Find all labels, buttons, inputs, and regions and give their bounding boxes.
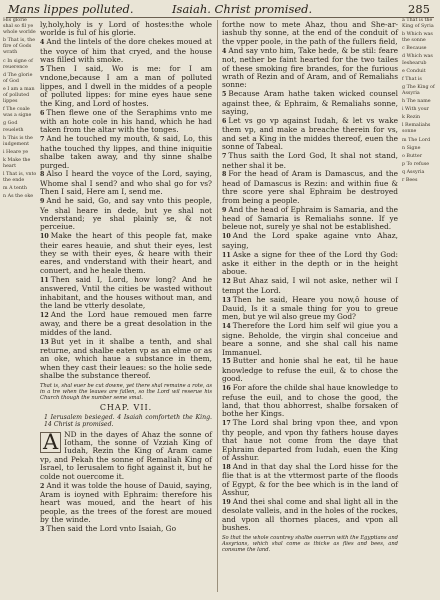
verse <box>40 38 212 64</box>
verse-number: 5 <box>40 66 45 74</box>
verse-number: 11 <box>40 276 49 284</box>
page-number: 285 <box>408 2 430 16</box>
verse-text: Then said I, Lord, how long? And he answered, Vntil the cities be wasted without inhabitant, and the houses without man, and the land be vtterly desolate, <box>40 274 212 310</box>
chapter-summary: 1 Ierusalem besieged. 4 Isaiah comforteth the King. 14 Christ is promised. <box>44 413 212 428</box>
verse-number: 11 <box>222 251 231 259</box>
verse-text: And he touched my mouth, & said, Lo, this hathe touched thy lippes, and thine iniquitie shalbe taken away, and thy sinne shalbe purged. <box>40 134 212 170</box>
verse-number: 9 <box>222 206 227 214</box>
verse <box>40 65 212 108</box>
margin-note: f That is <box>402 76 422 82</box>
margin-note: i With your <box>402 107 429 113</box>
verse-number: 10 <box>40 233 49 241</box>
left-footnote: That is, shal euer be cut downe, yet there shal remaine a rote, as in a tre when the leaues are fallen, so the Lord wil reserue his Church though the number seme smal. <box>40 382 212 402</box>
verse-text: Aske a signe for thee of the Lord thy God: aske it either in the depth or in the height aboue. <box>222 249 398 277</box>
verse-text: Then said the Lord vnto Isaiah, Go <box>46 524 177 534</box>
verse-text: Because Aram hathe taken wicked counsel against thee, & Ephraim, & Remaliahs sonne, saying, <box>222 89 398 117</box>
verse <box>40 482 212 525</box>
verse-number: 8 <box>40 171 45 179</box>
header-left-title: Mans lippes polluted. <box>8 2 134 16</box>
verse-text: Let vs go vp against Iudah, & let vs wake them vp, and make a breache therein for vs, and set a King in the middes thereof, euen the sonne of Tabeal. <box>222 115 398 152</box>
margin-note: b That is, the fire of Gods wrath <box>3 38 36 56</box>
verse-text: For afore the childe shal haue knowledge to refuse the euil, and to chose the good, the land, that thou abhorrest, shalbe forsaken of bothe her Kings. <box>222 383 398 419</box>
verse <box>222 170 398 205</box>
verse <box>40 21 212 38</box>
verse-number: 18 <box>222 463 231 471</box>
verse-number: 6 <box>222 117 227 125</box>
verse-number: 7 <box>40 136 45 144</box>
verse-text: For the head of Aram is Damascus, and the head of Damascus is Rezin: and within fiue & thre score yere shal Ephraim be destroyed from being a people. <box>222 169 398 205</box>
margin-note: l Remaliahs sonne <box>402 123 431 135</box>
verse-text: Thus saith the Lord God, It shal not stand, nether shal it be. <box>222 151 398 170</box>
verse-number: 7 <box>222 153 227 161</box>
column-divider <box>217 20 218 592</box>
verse <box>222 277 398 295</box>
verse <box>222 47 398 90</box>
verse-text: And the Lord haue remoued men farre away, and there be a great desolation in the middes of the land. <box>40 309 212 337</box>
verse-text: forthe now to mete Ahaz, thou and She-ar-iashub thy sonne, at the end of the conduit of the vpper poole, in the path of the fullers field, <box>222 20 398 46</box>
verse-text: And it was tolde the house of Dauid, saying, Aram is ioyned with Ephraim: therefore his heart was moued, and the heart of his people, as the trees of the forest are moued by the winde. <box>40 480 212 525</box>
verse-text: ND in the dayes of Ahaz the sonne of Iotham, the sonne of Vzziah King of Iudah, Rezin the King of Aram came vp, and Pekah the sonne of Remaliah King of Israel, to Ierusalem to fight against it, but he colde not ouercome it. <box>40 429 212 481</box>
verse-text: Then I said, Wo is me: for I am vndone,because I am a man of polluted lippes, and I dwell in the middes of a people of polluted lippes: for mine eyes haue sene the King, and Lord of hostes. <box>40 64 212 108</box>
verse <box>222 206 398 232</box>
verse-number: 12 <box>40 311 49 319</box>
verse <box>40 135 212 170</box>
verse <box>222 498 398 533</box>
verse-number: 12 <box>222 278 231 286</box>
verse <box>222 90 398 116</box>
margin-note: i Heare ye <box>3 149 29 155</box>
margin-note: h The name <box>402 99 431 105</box>
verse-text: But Ahaz said, I wil not aske, nether wil I tempt the Lord. <box>222 276 398 295</box>
margin-note: f The coale was a signe <box>3 107 32 119</box>
right-column-verses <box>222 21 398 533</box>
verse-text: But yet in it shalbe a tenth, and shal returne, and shalbe eaten vp as an elme or as an oke, which haue a substance in them, when they cast their leaues: so the holie sede shalbe the substance thereof. <box>40 336 212 381</box>
margin-note: d Which was Ieshearub <box>402 54 433 66</box>
verse-number: 3 <box>40 526 45 534</box>
verse <box>40 109 212 135</box>
verse-number: 5 <box>222 91 227 99</box>
verse-number: 19 <box>222 498 231 506</box>
verse <box>222 232 398 250</box>
verse-text: And say vnto him, Take hede, & be stil: feare not, nether be faint hearted for the two tailes of these smoking fire brandes, for the furious wrath of Rezin and of Aram, and of Remaliahs sonne: <box>222 45 398 90</box>
verse <box>40 197 212 232</box>
margin-note: k Make the heart <box>3 157 31 169</box>
chapter-start <box>40 431 212 535</box>
margin-note: c Because <box>402 46 427 52</box>
margin-note: p To refuse <box>402 161 430 167</box>
chapter-title: CHAP. VII. <box>99 403 153 413</box>
verse-number: 17 <box>222 420 231 428</box>
verse <box>222 296 398 322</box>
verse <box>40 170 212 196</box>
verse-number: 14 <box>222 323 231 331</box>
margin-note: g The King of Assyria <box>402 84 435 96</box>
margin-note: h This is the iudgement <box>3 135 33 147</box>
verse-text: Then flewe one of the Seraphims vnto me with an hote cole in his hand, which he had taken from the altar with the tonges. <box>40 107 212 135</box>
verse-text: And the head of Ephraim is Samaria, and the head of Samaria is Remaliahs sonne. If ye beleue not, surely ye shal not be established. <box>222 204 398 232</box>
verse-text: The Lord shal bring vpon thee, and vpon thy people, and vpon thy fathers house dayes that haue not come from the daye that Ephraim departed from Iudah, euen the King of Asshur. <box>222 418 398 462</box>
margin-note: e Conduit <box>402 68 426 74</box>
margin-note: o Butter <box>402 153 423 159</box>
margin-note: a That is the King of Syria <box>402 18 434 30</box>
margin-note: m A tenth <box>3 186 27 192</box>
verse <box>40 232 212 275</box>
verse-number: 2 <box>40 482 45 490</box>
verse-text: And the Lord spake againe vnto Ahaz, saying, <box>222 231 398 250</box>
verse-number: 13 <box>222 296 231 304</box>
verse-number: 4 <box>222 47 227 55</box>
margin-note: q Assyria <box>402 169 425 175</box>
margin-note: d The glorie of God <box>3 72 33 84</box>
margin-note: m The Lord <box>402 137 431 143</box>
chapter-verses <box>40 431 212 535</box>
drop-cap: A <box>40 432 61 453</box>
verse-number: 8 <box>222 171 227 179</box>
right-footnote: So that the whole countrey shalbe ouerrun with the Egyptians and Assyrians, which shal come as thicke as flies and bees, and consume the land. <box>222 534 398 553</box>
verse-text: Also I heard the voyce of the Lord, saying, Whome shal I send? and who shal go for vs? Then I said, Here am I, send me. <box>40 169 212 197</box>
verse-text: ly,holy,holy is y Lord of hostes:the whole worlde is ful of his glorie. <box>40 20 212 38</box>
margin-note: n As the oke <box>3 194 34 200</box>
verse-text: And thei shal come and shal light all in the desolate valleis, and in the holes of the rockes, and vpon all thornes places, and vpon all bushes. <box>222 496 398 533</box>
verse-number: 6 <box>40 109 45 117</box>
verse-text: Therefore the Lord him self wil giue you a signe. Beholde, the virgin shal conceiue and beare a sonne, and she shal call his name Immanuel. <box>222 321 398 357</box>
verse <box>40 525 212 534</box>
verse-text: Butter and honie shal he eat, til he haue knowledge to refuse the euil, & to chose the good. <box>222 356 398 384</box>
margin-note: k Rezin <box>402 115 421 121</box>
verse <box>222 384 398 419</box>
verse-text: And the lintels of the dore chekes moued at the voyce of him that cryed, and the house was filled with smoke. <box>40 37 212 65</box>
verse-text: And in that day shal the Lord hisse for the flie that is at the vttermost parte of the floods of Egypt, & for the bee which is in the land of Asshur, <box>222 461 398 498</box>
margin-note: b Which was the sonne <box>402 32 433 44</box>
verse <box>40 431 212 481</box>
verse <box>222 117 398 152</box>
margin-note: g God reueleth <box>3 121 24 133</box>
verse-text: And he said, Go, and say vnto this people, Ye shal heare in dede, but ye shal not vnderstand; ye shal plainly se, & not perceiue. <box>40 196 212 232</box>
verse-number: 15 <box>222 358 231 366</box>
header-rule <box>6 17 434 18</box>
verse <box>222 322 398 357</box>
verse <box>40 311 212 337</box>
margin-note: l That is, vnto the ende <box>3 172 37 184</box>
verse <box>222 251 398 277</box>
verse-number: 13 <box>40 338 49 346</box>
margin-note: His glorie shal so fil ye whole worlde <box>3 18 36 36</box>
header-center-title: Isaiah. Christ promised. <box>172 2 313 16</box>
verse <box>222 152 398 170</box>
verse <box>40 276 212 311</box>
verse <box>40 338 212 381</box>
verse-number: 4 <box>40 39 45 47</box>
left-column <box>40 21 212 535</box>
left-margin-notes <box>3 18 37 202</box>
verse-text: Make the heart of this people fat, make their eares heauie, and shut their eyes, lest they se with their eyes, & heare with their eares, and vnderstand with their heart, and conuert, and he heale them. <box>40 231 212 275</box>
verse <box>222 463 398 498</box>
verse-text: Then he said, Heare you now,ô house of Dauid, Is it a smale thing for you to greue men, but ye wil also greue my God? <box>222 294 398 322</box>
verse <box>222 21 398 46</box>
right-margin-notes <box>402 18 438 186</box>
running-header <box>4 2 434 18</box>
verse-number: 10 <box>222 233 231 241</box>
verse-number: 16 <box>222 385 231 393</box>
margin-note: n Signe <box>402 145 421 151</box>
verse-number: 9 <box>40 198 45 206</box>
left-column-verses <box>40 21 212 381</box>
margin-note: c In signe of reuerence <box>3 58 33 70</box>
margin-note: r Bees <box>402 177 418 183</box>
verse <box>222 357 398 383</box>
margin-note: e I am a man of polluted lippes <box>3 86 35 105</box>
right-column <box>222 21 398 556</box>
verse <box>222 419 398 462</box>
